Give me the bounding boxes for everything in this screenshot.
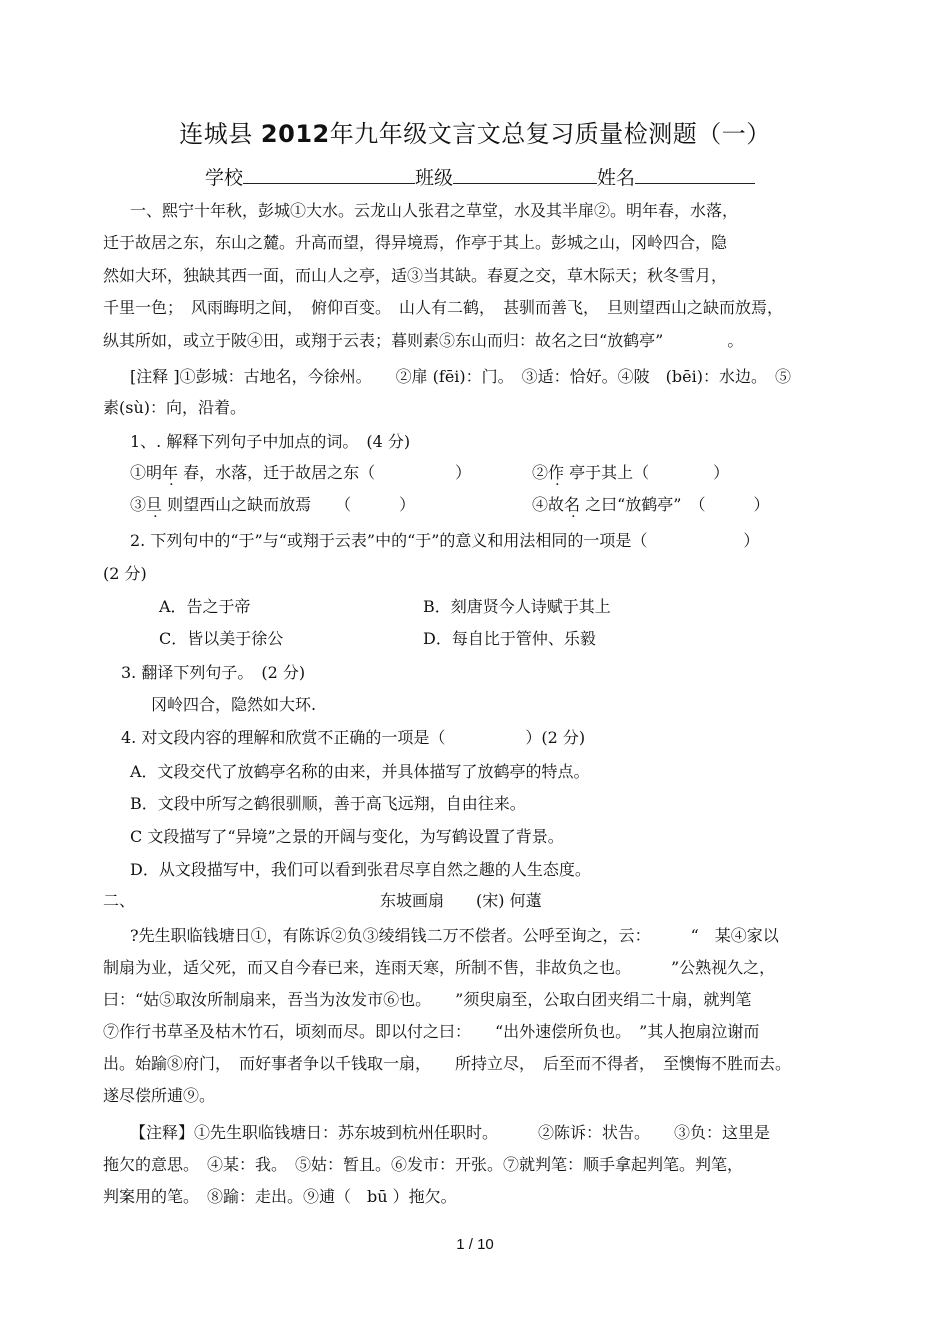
q1-c-text: ③: [130, 495, 147, 514]
q2-option-d: D．每自比于管仲、乐毅: [423, 629, 596, 648]
passage2-line: ⑦作行书草圣及枯木竹石，顷刻而尽。即以付之曰： “出外速偿所负也。 ”其人抱扇泣谢而: [103, 1022, 760, 1041]
school-blank[interactable]: [243, 165, 415, 184]
passage1-line: 一、熙宁十年秋，彭城①大水。云龙山人张君之草堂，水及其半扉②。明年春，水落，: [130, 201, 739, 220]
q1-d-text: 之曰“放鹤亭” （ ）: [580, 495, 770, 514]
q1-c-dotted-word: 旦: [146, 495, 163, 514]
q4-option-b: B．文段中所写之鹤很驯顺，善于高飞远翔，自由往来。: [130, 794, 526, 813]
q1-stem: 1、. 解释下列句子中加点的词。 (4 分): [130, 432, 411, 451]
q1-a-dotted-word: 年: [162, 463, 179, 482]
q4-option-a: A．文段交代了放鹤亭名称的由来，并具体描写了放鹤亭的特点。: [130, 762, 590, 781]
q2-option-c: C．皆以美于徐公: [159, 629, 284, 648]
passage2-line: 制扇为业，适父死，而又自今春已来，连雨天寒，所制不售，非故负之也。 ”公熟视久之，: [103, 958, 776, 977]
q4-option-c: C 文段描写了“异境”之景的开阔与变化，为写鹤设置了背景。: [130, 827, 564, 846]
q4-stem: 4. 对文段内容的理解和欣赏不正确的一项是（ ）(2 分): [121, 728, 586, 747]
q1-d-text: ④故: [532, 495, 565, 514]
q3-sentence: 冈岭四合，隐然如大环.: [151, 695, 317, 714]
q1-b-text: 亭于其上（ ）: [564, 463, 730, 482]
q2-score: (2 分): [103, 564, 147, 583]
q1-item-d: [532, 495, 769, 515]
passage2-line: ?先生职临钱塘日①，有陈诉②负③绫绢钱二万不偿者。公呼至询之，云： “ 某④家以: [130, 926, 779, 945]
q2-option-a: A．告之于帝: [159, 597, 251, 616]
school-label: 学校: [205, 167, 244, 189]
q1-item-c: [130, 495, 415, 515]
name-label: 姓名: [597, 167, 636, 189]
q1-item-a: [130, 463, 471, 483]
note1-line: 素(sù)：向，沿着。: [103, 398, 247, 417]
section2-title: 东坡画扇 (宋) 何薳: [380, 891, 542, 910]
q1-b-dotted-word: 作: [548, 463, 565, 482]
q3-stem: 3. 翻译下列句子。 (2 分): [121, 663, 306, 682]
passage2-line: 出。始踰⑧府门， 而好事者争以千钱取一扇， 所持立尽， 后至而不得者， 至懊悔不胜而去。: [103, 1054, 792, 1073]
q2-option-b: B．刻唐贤今人诗赋于其上: [423, 597, 611, 616]
note2-line: 拖欠的意思。 ④某：我。 ⑤姑：暂且。⑥发市：开张。⑦就判笔：顺手拿起判笔。判笔，: [103, 1155, 744, 1174]
name-blank[interactable]: [635, 165, 755, 184]
page-title: [0, 114, 950, 149]
passage1-line: 千里一色； 风雨晦明之间， 俯仰百变。 山人有二鹤， 甚驯而善飞， 旦则望西山之缺而放焉，: [103, 298, 784, 317]
passage1-line: 迁于故居之东，东山之麓。升高而望，得异境焉，作亭于其上。彭城之山，冈岭四合，隐: [103, 233, 728, 252]
note1-line: [注释 ]①彭城：古地名，今徐州。 ②扉 (fēi)：门。 ③适：恰好。④陂 (bēi)：水边。 ⑤: [130, 367, 791, 386]
title-year: 2012: [260, 120, 330, 148]
class-label: 班级: [415, 167, 454, 189]
note2-line: 判案用的笔。 ⑧踰：走出。⑨逋（ bū ）拖欠。: [103, 1187, 457, 1206]
q1-a-text: ①明: [130, 463, 163, 482]
q2-stem: 2. 下列句中的“于”与“或翔于云表”中的“于”的意义和用法相同的一项是（ ）: [130, 531, 760, 550]
title-text: 年九年级文言文总复习质量检测题（一）: [329, 120, 771, 148]
q1-c-text: 则望西山之缺而放焉 （ ）: [162, 495, 416, 514]
section2-label: 二、: [103, 891, 136, 910]
q1-d-dotted-word: 名: [564, 495, 581, 514]
q1-a-text: 春，水落，迁于故居之东（ ）: [178, 463, 472, 482]
title-county: 连城县: [179, 120, 253, 148]
q1-b-text: ②: [532, 463, 549, 482]
class-blank[interactable]: [453, 165, 597, 184]
passage1-line: 纵其所如，或立于陂④田，或翔于云表；暮则素⑤东山而归：故名之曰“放鹤亭” 。: [103, 331, 744, 350]
student-info-row: [205, 163, 755, 190]
note2-line: 【注释】①先生职临钱塘日：苏东坡到杭州任职时。 ②陈诉：状告。 ③负：这里是: [130, 1123, 771, 1142]
q1-item-b: [532, 463, 729, 483]
passage2-line: 遂尽偿所逋⑨。: [103, 1086, 216, 1105]
passage2-line: 曰：“姑⑤取汝所制扇来，吾当为汝发市⑥也。 ”须臾扇至，公取白团夹绢二十扇，就判笔: [103, 990, 752, 1009]
page-number: 1 / 10: [456, 1236, 494, 1253]
passage1-line: 然如大环，独缺其西一面，而山人之亭，适③当其缺。春夏之交，草木际天；秋冬雪月，: [103, 266, 728, 285]
q4-option-d: D．从文段描写中，我们可以看到张君尽享自然之趣的人生态度。: [130, 860, 591, 879]
